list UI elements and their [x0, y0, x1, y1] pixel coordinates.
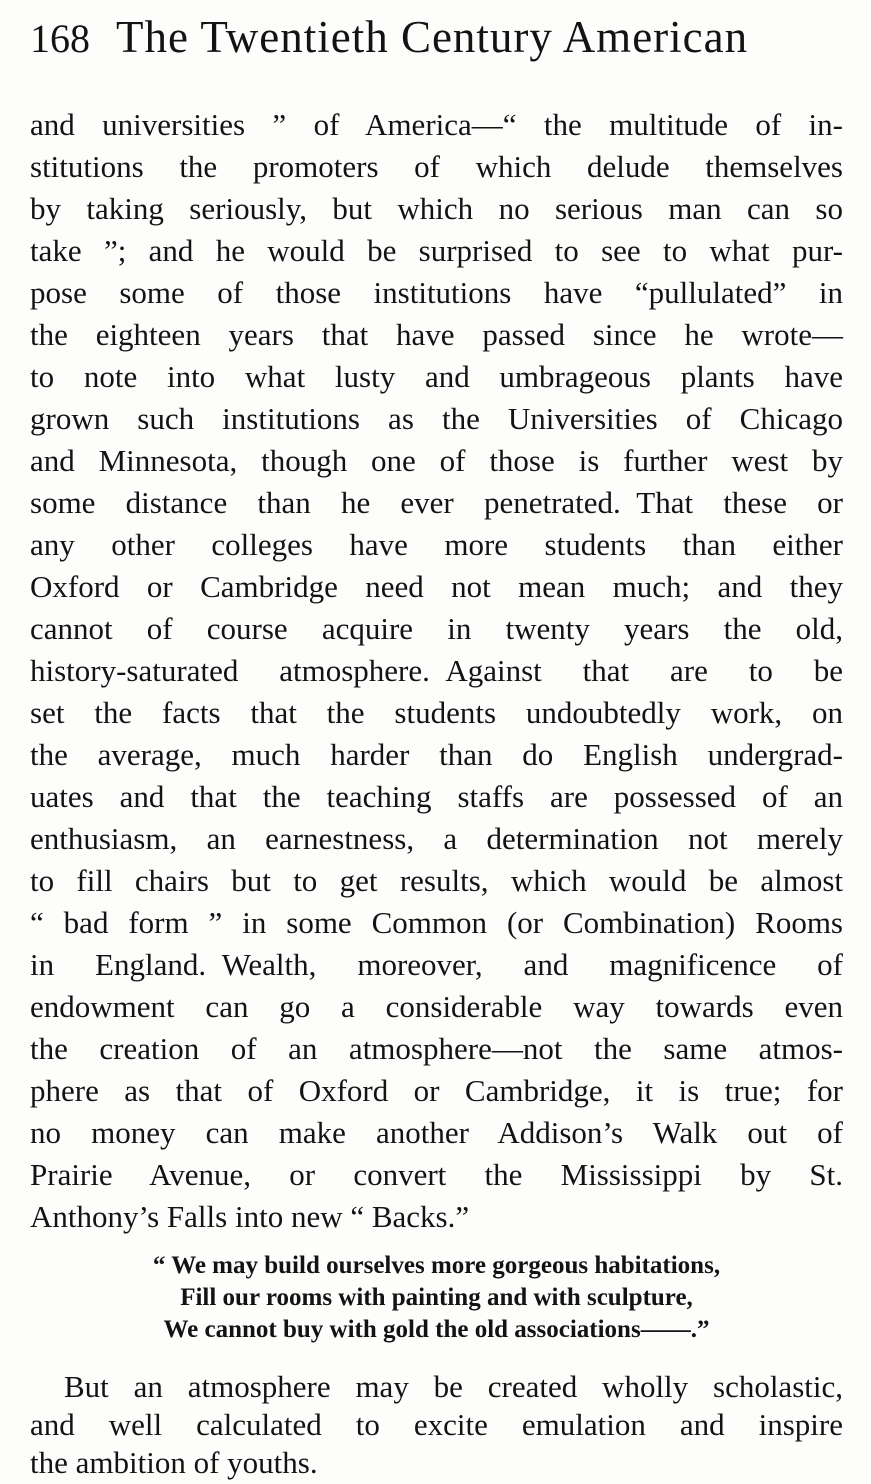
text-line: some distance than he ever penetrated. That these or	[30, 484, 843, 520]
text-line: to fill chairs but to get results, which would be almost	[30, 862, 843, 898]
text-line: endowment can go a considerable way towards even	[30, 988, 843, 1024]
paragraph-universities	[30, 104, 843, 1238]
text-line: no money can make another Addison’s Walk out of	[30, 1114, 843, 1150]
text-line: uates and that the teaching staffs are possessed of an	[30, 778, 843, 814]
verse-quote	[30, 1250, 843, 1346]
text-line: set the facts that the students undoubtedly work, on	[30, 694, 843, 730]
text-line: enthusiasm, an earnestness, a determination not merely	[30, 820, 843, 856]
text-line: the average, much harder than do English undergrad-	[30, 736, 843, 772]
text-line: history-saturated atmosphere. Against that are to be	[30, 652, 843, 688]
text-line: by taking seriously, but which no serious man can so	[30, 190, 843, 226]
text-line: take ”; and he would be surprised to see to what pur-	[30, 232, 843, 268]
text-line: and universities ” of America—“ the multitude of in-	[30, 106, 843, 142]
page-header	[30, 12, 843, 64]
text-line: the ambition of youths.	[30, 1444, 318, 1480]
text-line: to note into what lusty and umbrageous plants have	[30, 358, 843, 394]
text-line: Oxford or Cambridge need not mean much; and they	[30, 568, 843, 604]
text-line: We cannot buy with gold the old associations——.”	[163, 1315, 710, 1343]
text-line: in England. Wealth, moreover, and magnificence of	[30, 946, 843, 982]
page-title: The Twentieth Century American	[116, 12, 749, 62]
text-line: But an atmosphere may be created wholly scholastic,	[64, 1368, 843, 1404]
paragraph-atmosphere	[30, 1368, 843, 1482]
text-line: cannot of course acquire in twenty years the old,	[30, 610, 843, 646]
text-line: Fill our rooms with painting and with sculpture,	[180, 1283, 693, 1311]
text-line: Anthony’s Falls into new “ Backs.”	[30, 1198, 470, 1234]
text-line: phere as that of Oxford or Cambridge, it is true; for	[30, 1072, 843, 1108]
text-line: the eighteen years that have passed since he wrote—	[30, 316, 843, 352]
text-line: any other colleges have more students than either	[30, 526, 843, 562]
page-number: 168	[30, 16, 90, 61]
text-line: Prairie Avenue, or convert the Mississippi by St.	[30, 1156, 843, 1192]
text-line: pose some of those institutions have “pullulated” in	[30, 274, 843, 310]
text-line: the creation of an atmosphere—not the same atmos-	[30, 1030, 843, 1066]
text-line: “ We may build ourselves more gorgeous habitations,	[152, 1251, 721, 1279]
text-line: and well calculated to excite emulation and inspire	[30, 1406, 843, 1442]
page-body	[30, 104, 843, 1482]
text-line: “ bad form ” in some Common (or Combination) Rooms	[30, 904, 843, 940]
text-line: grown such institutions as the Universities of Chicago	[30, 400, 843, 436]
text-line: and Minnesota, though one of those is further west by	[30, 442, 843, 478]
text-line: stitutions the promoters of which delude themselves	[30, 148, 843, 184]
